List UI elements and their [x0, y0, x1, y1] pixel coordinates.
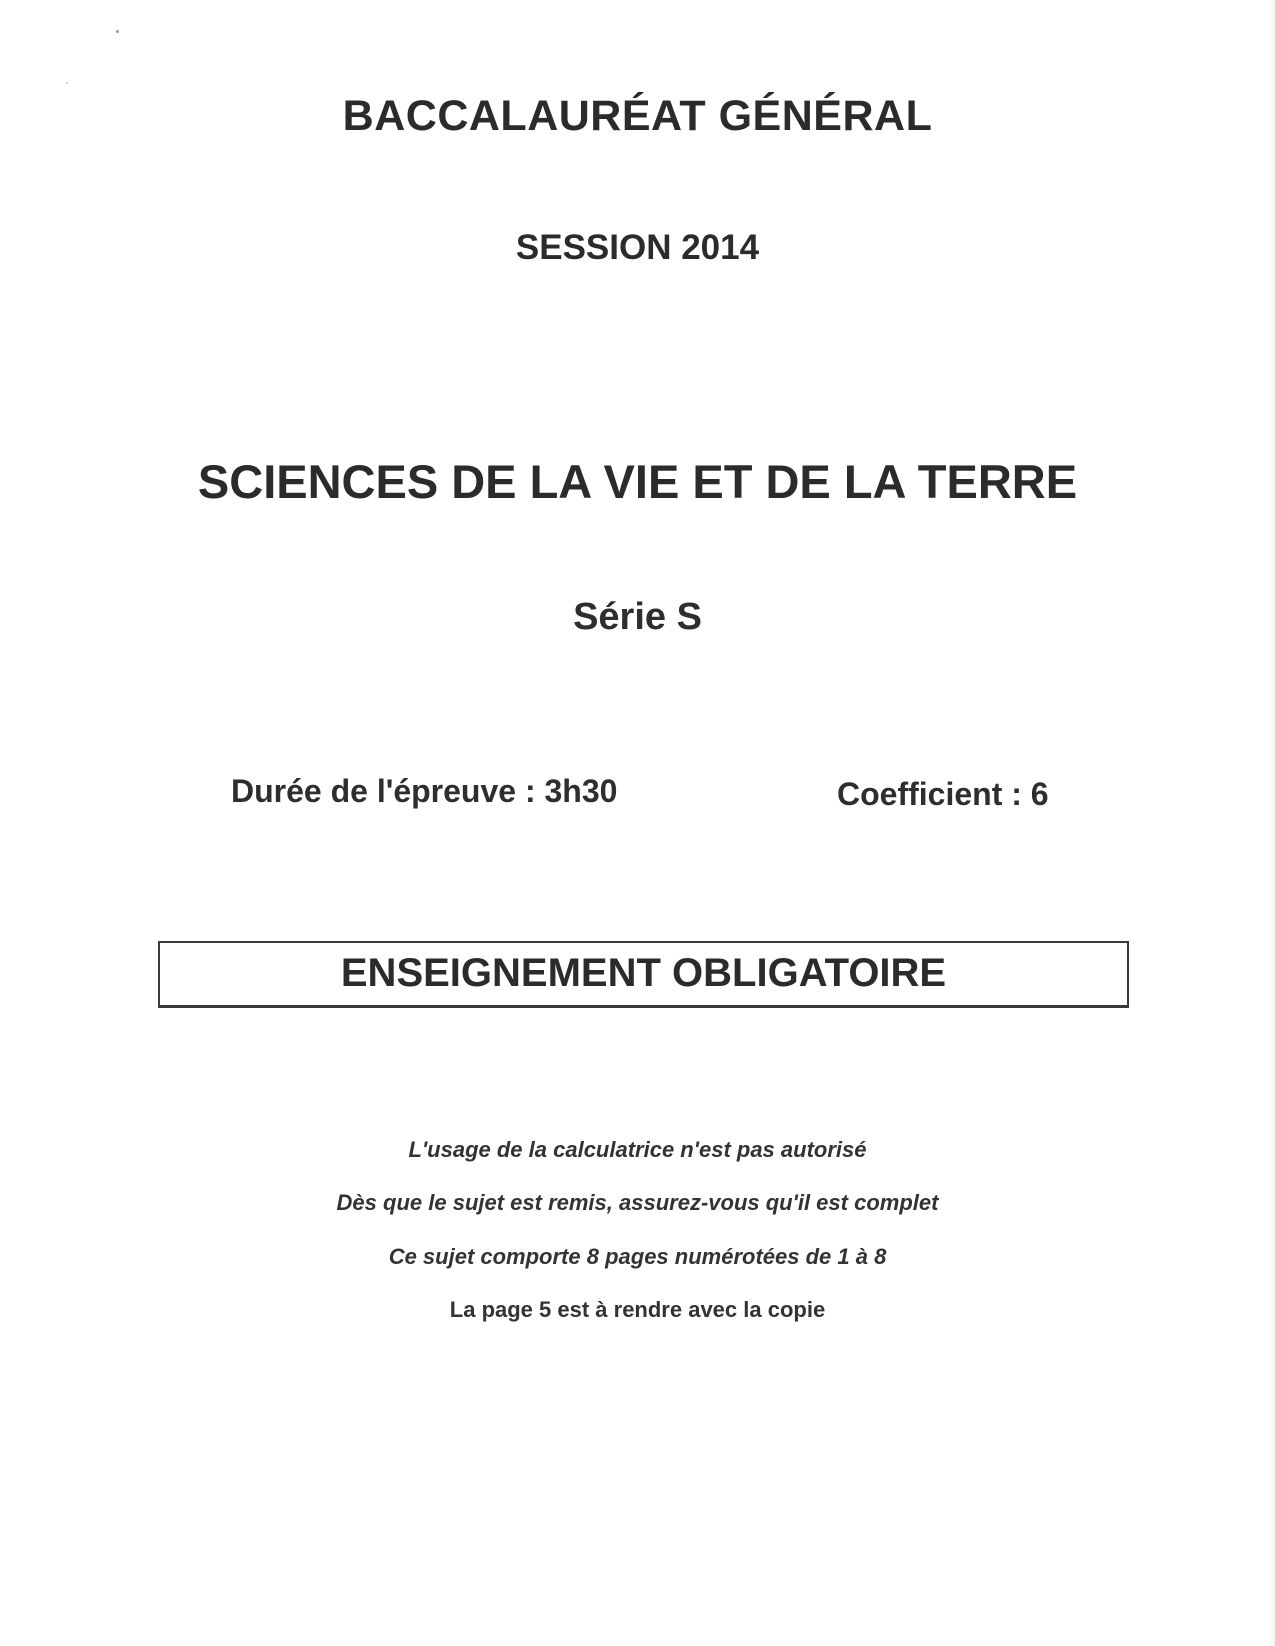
session-year: SESSION 2014: [515, 228, 760, 267]
instruction-check-complete: Dès que le sujet est remis, assurez-vous qu'il est complet: [336, 1190, 939, 1215]
exam-duration: Durée de l'épreuve : 3h30: [231, 773, 618, 809]
scan-speck: [66, 82, 68, 84]
subject-title: SCIENCES DE LA VIE ET DE LA TERRE: [197, 455, 1078, 508]
exam-title: BACCALAURÉAT GÉNÉRAL: [342, 92, 933, 140]
serie-label: Série S: [573, 596, 702, 638]
instruction-return-page: La page 5 est à rendre avec la copie: [449, 1297, 826, 1322]
track-label: ENSEIGNEMENT OBLIGATOIRE: [340, 951, 947, 995]
track-box: [158, 941, 1129, 1008]
instruction-calculator: L'usage de la calculatrice n'est pas autorisé: [408, 1137, 867, 1162]
exam-coefficient: Coefficient : 6: [837, 776, 1049, 812]
scan-speck: [116, 30, 119, 33]
instruction-page-count: Ce sujet comporte 8 pages numérotées de 1 à 8: [388, 1244, 887, 1269]
